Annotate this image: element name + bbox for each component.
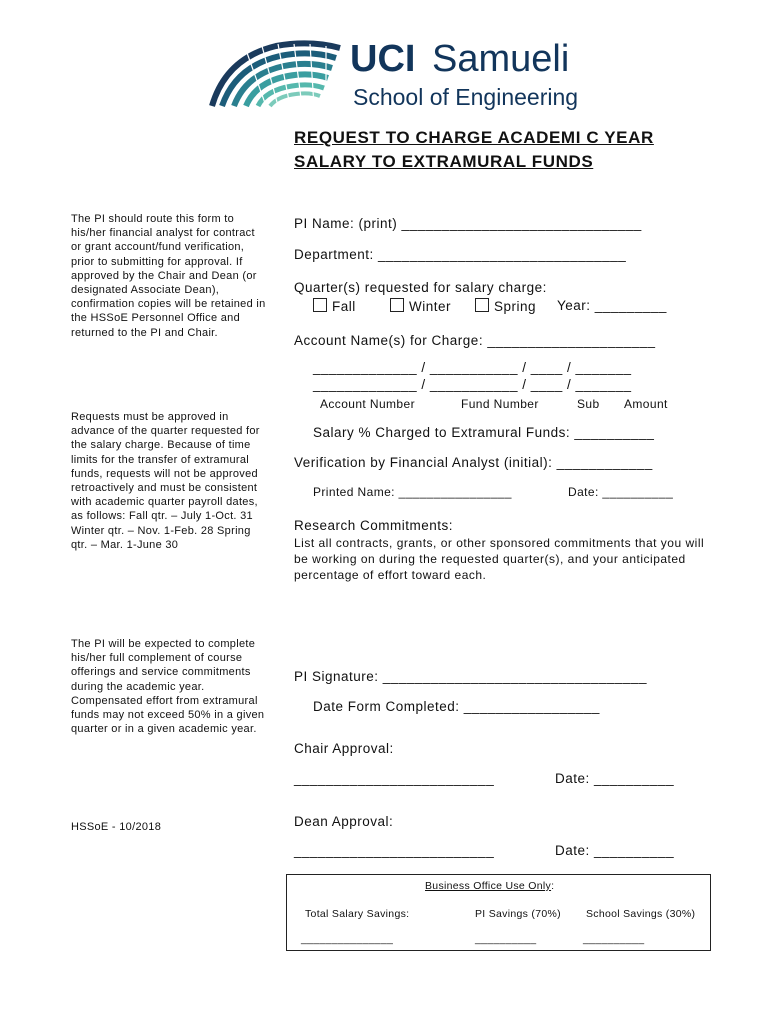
verification-date-field[interactable]: Date: __________ (568, 485, 674, 499)
total-salary-savings-label: Total Salary Savings: (305, 908, 410, 920)
form-title-line2: SALARY TO EXTRAMURAL FUNDS (294, 152, 594, 171)
business-office-heading-text: Business Office Use Only (425, 880, 552, 892)
dean-signature-line[interactable]: _________________________ (294, 843, 495, 858)
fall-label: Fall (332, 299, 356, 314)
fall-checkbox[interactable] (313, 298, 356, 314)
school-savings-field[interactable]: __________ (583, 933, 645, 945)
effort-note: The PI will be expected to complete his/her full complement of course offerings and service commitments during the academic year. Compensated effort from extramural funds may not exceed 50% in a given quarter or in a given academic year. (71, 638, 265, 736)
printed-name-field[interactable]: Printed Name: ________________ (313, 485, 512, 499)
business-office-heading (425, 880, 554, 892)
checkbox-icon (313, 298, 327, 312)
account-names-field[interactable]: Account Name(s) for Charge: _____________________ (294, 333, 656, 348)
department-field[interactable]: Department: _______________________________ (294, 247, 627, 262)
routing-note: The PI should route this form to his/her financial analyst for contract or grant account/fund verification, prior to submitting for approval. If approved by the Chair and Dean (or designated Associate Dean), confirmation copies will be retained in the HSSoE Personnel Office and returned to the PI and Chair. (71, 213, 266, 339)
col-amount: Amount (624, 397, 668, 411)
checkbox-icon (475, 298, 489, 312)
winter-checkbox[interactable] (390, 298, 451, 314)
brand-samueli: Samueli (432, 38, 570, 80)
approval-note (71, 410, 266, 552)
chair-date-field[interactable]: Date: __________ (555, 771, 675, 786)
col-sub: Sub (577, 397, 600, 411)
business-office-heading-colon: : (551, 880, 555, 892)
chair-approval-label: Chair Approval: (294, 741, 394, 756)
school-savings-label: School Savings (30%) (586, 908, 696, 920)
year-field[interactable]: Year: _________ (557, 298, 667, 313)
pi-savings-field[interactable]: __________ (475, 933, 537, 945)
quarter-dates: Fall qtr. – July 1-Oct. 31 Winter qtr. – Nov. 1-Feb. 28 Spring qtr. – Mar. 1-June 30 (71, 510, 253, 551)
total-savings-field[interactable]: _______________ (301, 933, 394, 945)
verification-field[interactable]: Verification by Financial Analyst (initial): ____________ (294, 455, 653, 470)
quarters-label: Quarter(s) requested for salary charge: (294, 280, 547, 295)
brand-uci: UCI (350, 38, 416, 80)
form-version: HSSoE - 10/2018 (71, 821, 162, 833)
dean-approval-label: Dean Approval: (294, 814, 394, 829)
spring-label: Spring (494, 299, 537, 314)
pi-name-field[interactable]: PI Name: (print) ______________________________ (294, 216, 642, 231)
pi-signature-field[interactable]: PI Signature: _________________________________ (294, 669, 648, 684)
research-heading: Research Commitments: (294, 518, 454, 533)
account-line-1[interactable]: _____________ / ___________ / ____ / _______ (313, 360, 632, 375)
date-completed-field[interactable]: Date Form Completed: _________________ (313, 699, 600, 714)
form-title-line1: REQUEST TO CHARGE ACADEMI C YEAR (294, 128, 654, 147)
account-line-2[interactable]: _____________ / ___________ / ____ / _______ (313, 377, 632, 392)
research-instructions: List all contracts, grants, or other sponsored commitments that you will be working on during the requested quarter(s), and your anticipated percentage of effort toward each. (294, 536, 705, 582)
business-office-box (286, 874, 711, 951)
winter-label: Winter (409, 299, 452, 314)
chair-signature-line[interactable]: _________________________ (294, 771, 495, 786)
spring-checkbox[interactable] (475, 298, 536, 314)
pi-savings-label: PI Savings (70%) (475, 908, 561, 920)
col-fund-number: Fund Number (461, 397, 539, 411)
brand-school: School of Engineering (353, 84, 579, 110)
dean-date-field[interactable]: Date: __________ (555, 843, 675, 858)
checkbox-icon (390, 298, 404, 312)
uci-logo-icon (206, 40, 346, 112)
salary-percent-field[interactable]: Salary % Charged to Extramural Funds: __________ (313, 425, 655, 440)
col-account-number: Account Number (320, 397, 415, 411)
approval-note-text: Requests must be approved in advance of the quarter requested for the salary charge. Because of time limits for the transfer of extramural funds, requests will not be approved retroactively and must be consistent with academic quarter payroll dates, as follows: (71, 411, 260, 523)
